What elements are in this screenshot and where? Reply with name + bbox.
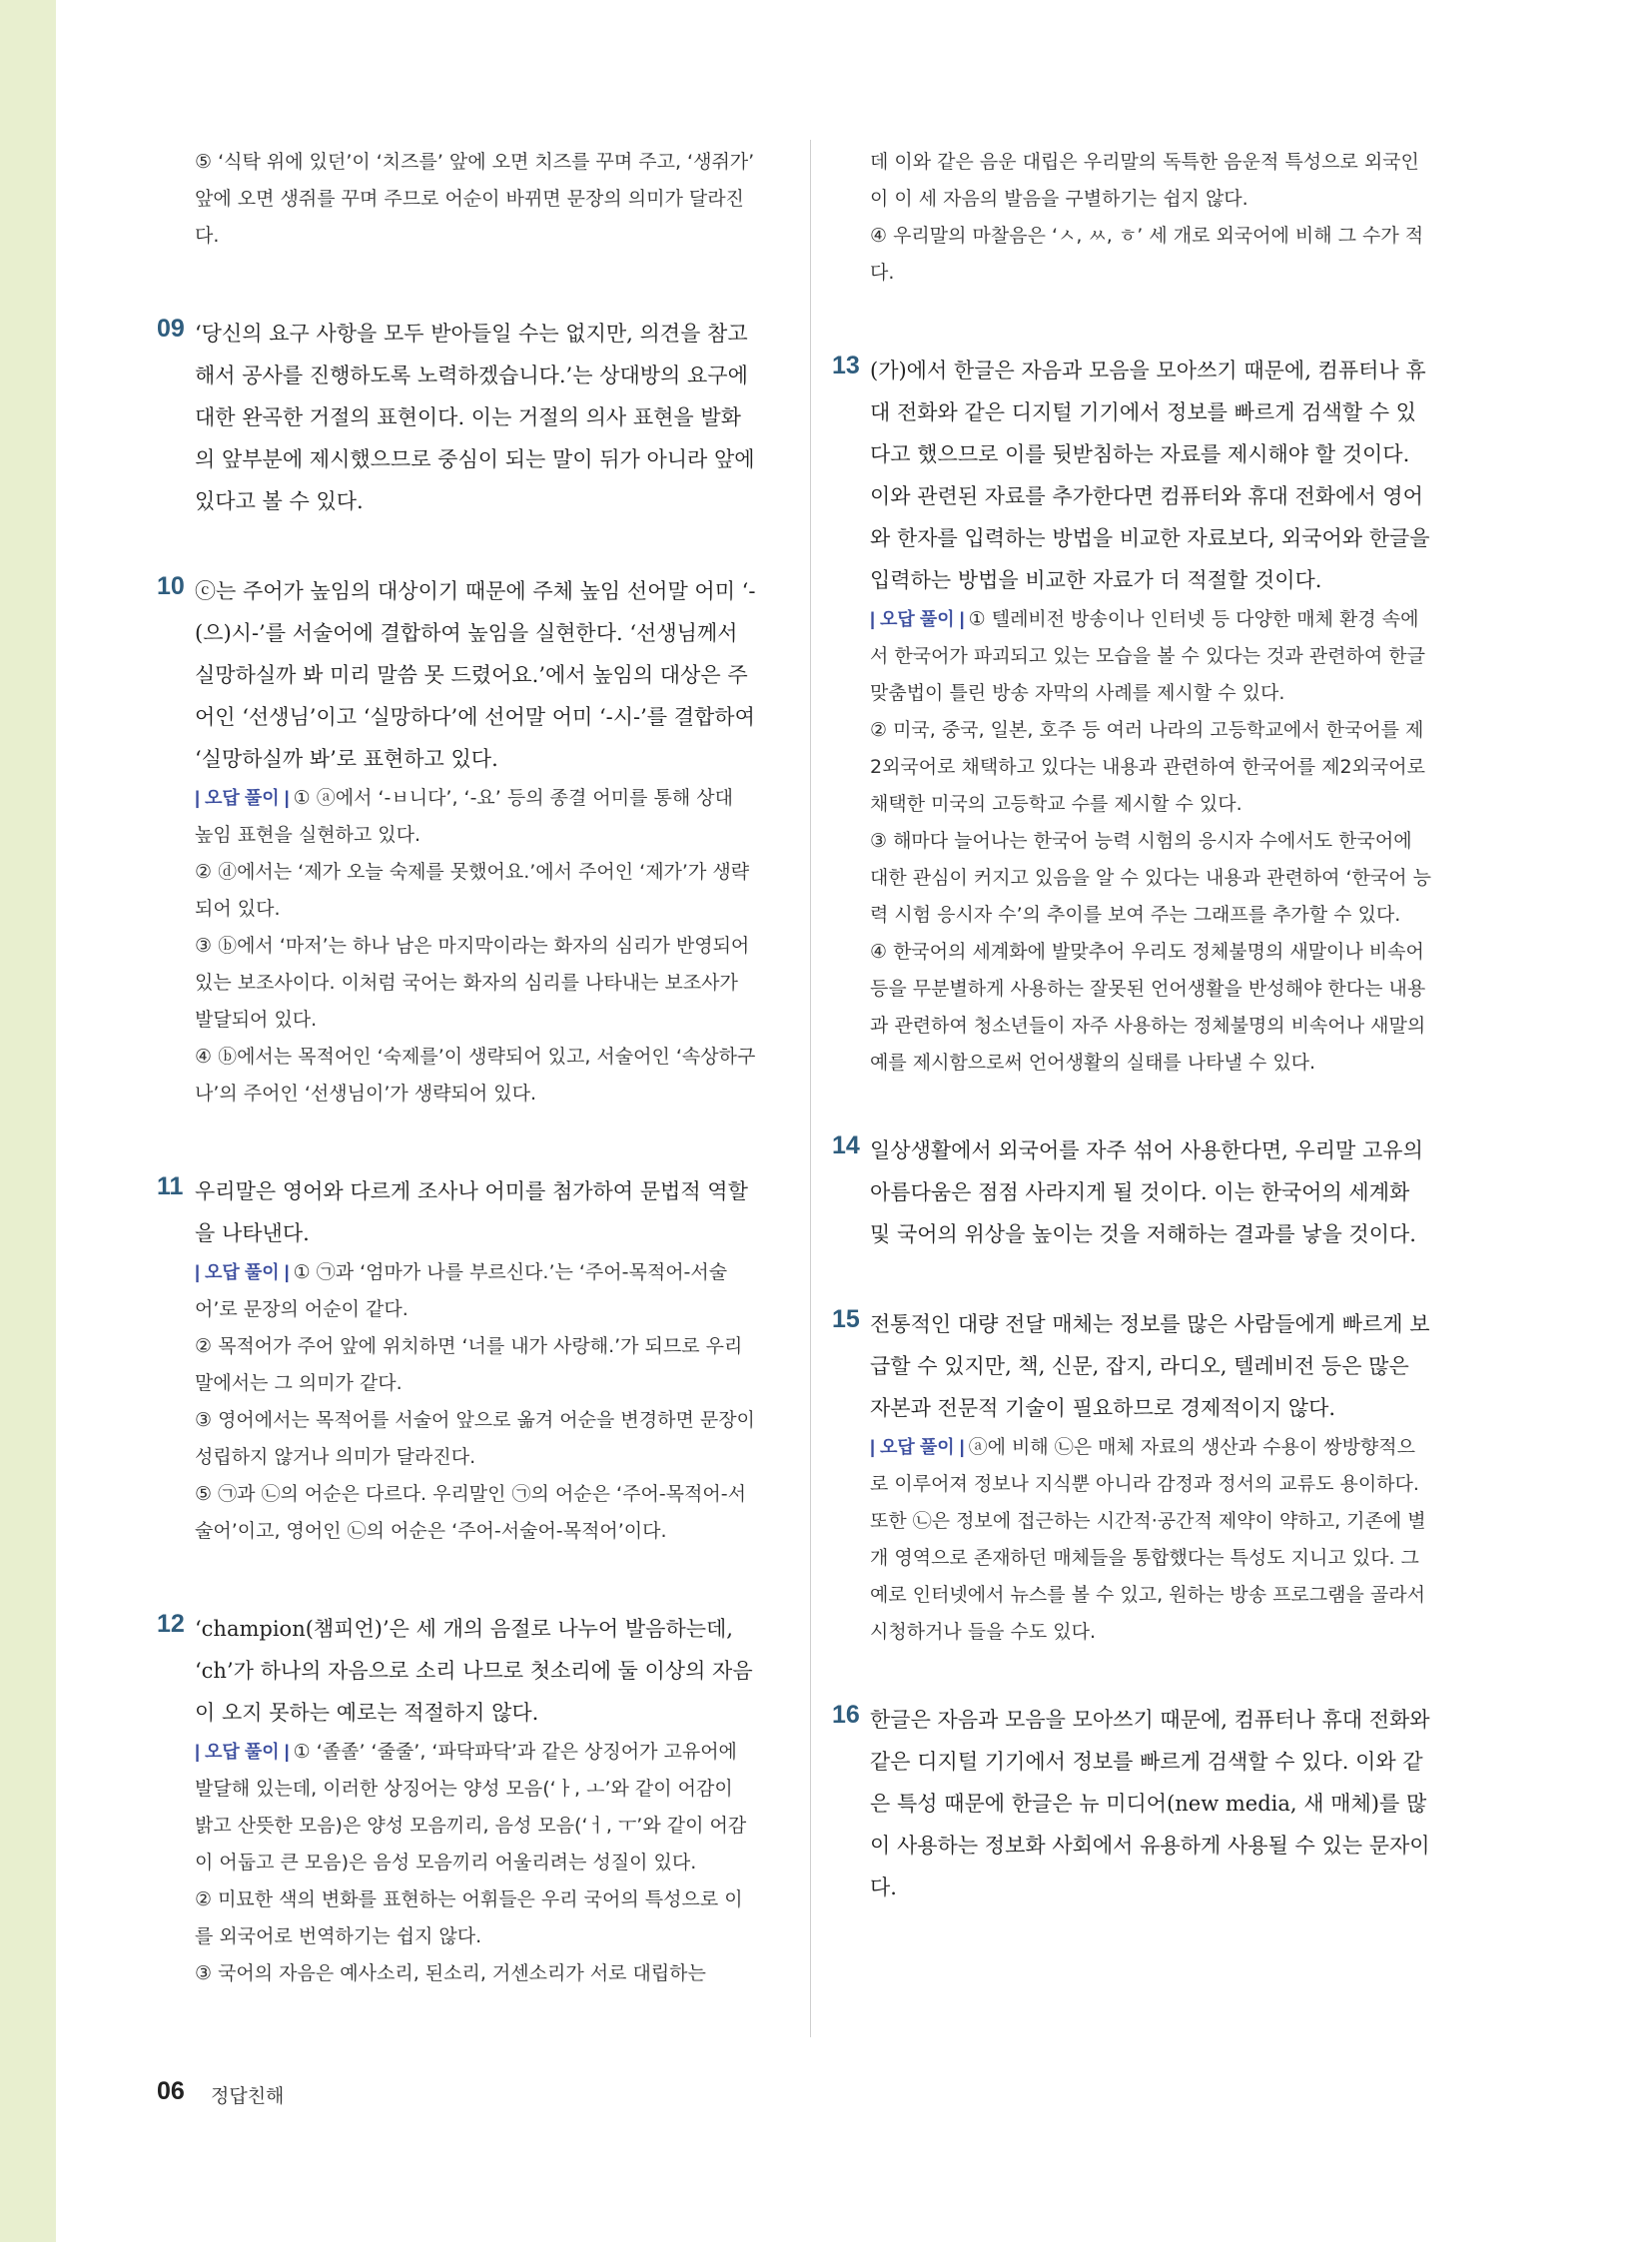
question-number: 11 xyxy=(157,1172,184,1200)
question-number: 13 xyxy=(832,352,860,379)
explanation-line: ① ⓐ에서 ‘-ㅂ니다’, ‘-요’ 등의 종결 어미를 통해 상대 높임 표현을 실현하고 있다. xyxy=(195,787,733,846)
side-color-band xyxy=(0,0,56,2242)
column-divider xyxy=(810,140,811,2037)
answer-09 xyxy=(157,313,756,522)
continued-explanation: ⑤ ‘식탁 위에 있던’이 ‘치즈를’ 앞에 오면 치즈를 꾸며 주고, ‘생쥐가’ 앞에 오면 생쥐를 꾸며 주므로 어순이 바뀌면 문장의 의미가 달라진다. xyxy=(195,151,755,247)
answer-text: 전통적인 대량 전달 매체는 정보를 많은 사람들에게 빠르게 보급할 수 있지만, 책, 신문, 잡지, 라디오, 텔레비전 등은 많은 자본과 전문적 기술이 필요하므로 경제적이지 않다. xyxy=(870,1312,1430,1420)
answer-11 xyxy=(157,1170,756,1550)
answer-text: ‘champion(챔피언)’은 세 개의 음절로 나누어 발음하는데, ‘ch’가 하나의 자음으로 소리 나므로 첫소리에 둘 이상의 자음이 오지 못하는 예로는 적절하지 않다. xyxy=(195,1617,753,1725)
explanation-line: ① ‘졸졸’ ‘줄줄’, ‘파닥파닥’과 같은 상징어가 고유어에 발달해 있는데, 이러한 상징어는 양성 모음(‘ㅏ, ㅗ’와 같이 어감이 밝고 산뜻한 모음)은 양성 모음끼리, 음성 모음(‘ㅓ, ㅜ’와 같이 어감이 어둡고 큰 모음)은 음성 모음끼리 어울리려는 성질이 있다. xyxy=(195,1741,747,1873)
page-number: 06 xyxy=(157,2077,185,2105)
wrong-answer-explanation xyxy=(870,601,1431,712)
right-column xyxy=(832,144,1431,1908)
answer-text: 한글은 자음과 모음을 모아쓰기 때문에, 컴퓨터나 휴대 전화와 같은 디지털 기기에서 정보를 빠르게 검색할 수 있다. 이와 같은 특성 때문에 한글은 뉴 미디어(new media, 새 매체)를 많이 사용하는 정보화 사회에서 유용하게 사용될 수 있는 문자이다. xyxy=(870,1708,1430,1899)
explanation-line: ① ㉠과 ‘엄마가 나를 부르신다.’는 ‘주어-목적어-서술어’로 문장의 어순이 같다. xyxy=(195,1261,728,1320)
answer-text: (가)에서 한글은 자음과 모음을 모아쓰기 때문에, 컴퓨터나 휴대 전화와 같은 디지털 기기에서 정보를 빠르게 검색할 수 있다고 했으므로 이를 뒷받침하는 자료를 제시해야 할 것이다. 이와 관련된 자료를 추가한다면 컴퓨터와 휴대 전화에서 영어와 한자를 입력하는 방법을 비교한 자료보다, 외국어와 한글을 입력하는 방법을 비교한 자료가 더 적절할 것이다. xyxy=(870,359,1430,592)
wrong-answer-explanation xyxy=(195,1734,756,1881)
explanation-line: ③ 국어의 자음은 예사소리, 된소리, 거센소리가 서로 대립하는 xyxy=(195,1962,706,1984)
explanation-line: ② 목적어가 주어 앞에 위치하면 ‘너를 내가 사랑해.’가 되므로 우리말에서는 그 의미가 같다. xyxy=(195,1335,743,1394)
continued-explanation: ④ 우리말의 마찰음은 ‘ㅅ, ㅆ, ㅎ’ 세 개로 외국어에 비해 그 수가 적다. xyxy=(870,225,1424,284)
question-number: 12 xyxy=(157,1610,185,1638)
explanation-line: ⓐ에 비해 ㉡은 매체 자료의 생산과 수용이 쌍방향적으로 이루어져 정보나 지식뿐 아니라 감정과 정서의 교류도 용이하다. 또한 ㉡은 정보에 접근하는 시간적·공간적 제약이 약하고, 기존에 별개 영역으로 존재하던 매체들을 통합했다는 특성도 지니고 있다. 그 예로 인터넷에서 뉴스를 볼 수 있고, 원하는 방송 프로그램을 골라서 시청하거나 들을 수도 있다. xyxy=(870,1436,1426,1643)
wrong-answer-heading: | 오답 풀이 | xyxy=(195,1262,290,1282)
wrong-answer-heading: | 오답 풀이 | xyxy=(870,609,965,629)
answer-text: ⓒ는 주어가 높임의 대상이기 때문에 주체 높임 선어말 어미 ‘-(으)시-’를 서술어에 결합하여 높임을 실현한다. ‘선생님께서 실망하실까 봐 미리 말씀 못 드렸어요.’에서 높임의 대상은 주어인 ‘선생님’이고 ‘실망하다’에 선어말 어미 ‘-시-’를 결합하여 ‘실망하실까 봐’로 표현하고 있다. xyxy=(195,579,756,771)
answer-10 xyxy=(157,570,756,1113)
explanation-line: ④ ⓑ에서는 목적어인 ‘숙제를’이 생략되어 있고, 서술어인 ‘속상하구나’의 주어인 ‘선생님이’가 생략되어 있다. xyxy=(195,1046,756,1105)
answer-text: 우리말은 영어와 다르게 조사나 어미를 첨가하여 문법적 역할을 나타낸다. xyxy=(195,1179,748,1245)
explanation-line: ② 미국, 중국, 일본, 호주 등 여러 나라의 고등학교에서 한국어를 제2외국어로 채택하고 있다는 내용과 관련하여 한국어를 제2외국어로 채택한 미국의 고등학교 수를 제시할 수 있다. xyxy=(870,719,1425,815)
answer-text: 일상생활에서 외국어를 자주 섞어 사용한다면, 우리말 고유의 아름다움은 점점 사라지게 될 것이다. 이는 한국어의 세계화 및 국어의 위상을 높이는 것을 저해하는 결과를 낳을 것이다. xyxy=(870,1138,1423,1246)
answer-15 xyxy=(832,1303,1431,1651)
explanation-line: ② 미묘한 색의 변화를 표현하는 어휘들은 우리 국어의 특성으로 이를 외국어로 번역하기는 쉽지 않다. xyxy=(195,1888,743,1947)
wrong-answer-heading: | 오답 풀이 | xyxy=(195,1742,290,1762)
wrong-answer-heading: | 오답 풀이 | xyxy=(195,788,290,808)
wrong-answer-explanation xyxy=(870,1429,1431,1651)
explanation-line: ④ 한국어의 세계화에 발맞추어 우리도 정체불명의 새말이나 비속어 등을 무분별하게 사용하는 잘못된 언어생활을 반성해야 한다는 내용과 관련하여 청소년들이 자주 사용하는 정체불명의 비속어나 새말의 예를 제시함으로써 언어생활의 실태를 나타낼 수 있다. xyxy=(870,941,1426,1074)
answer-14 xyxy=(832,1129,1431,1255)
wrong-answer-explanation xyxy=(195,780,756,854)
wrong-answer-heading: | 오답 풀이 | xyxy=(870,1437,965,1457)
question-number: 10 xyxy=(157,572,185,600)
continued-explanation: 데 이와 같은 음운 대립은 우리말의 독특한 음운적 특성으로 외국인이 이 세 자음의 발음을 구별하기는 쉽지 않다. xyxy=(870,151,1419,210)
explanation-line: ③ 영어에서는 목적어를 서술어 앞으로 옮겨 어순을 변경하면 문장이 성립하지 않거나 의미가 달라진다. xyxy=(195,1409,755,1468)
question-number: 16 xyxy=(832,1701,860,1729)
question-number: 15 xyxy=(832,1305,860,1333)
explanation-line: ③ 해마다 늘어나는 한국어 능력 시험의 응시자 수에서도 한국어에 대한 관심이 커지고 있음을 알 수 있다는 내용과 관련하여 ‘한국어 능력 시험 응시자 수’의 추이를 보여 주는 그래프를 추가할 수 있다. xyxy=(870,830,1431,926)
wrong-answer-explanation xyxy=(195,1254,756,1328)
question-number: 09 xyxy=(157,315,185,343)
answer-13 xyxy=(832,350,1431,1082)
answer-16 xyxy=(832,1699,1431,1908)
explanation-line: ② ⓓ에서는 ‘제가 오늘 숙제를 못했어요.’에서 주어인 ‘제가’가 생략되어 있다. xyxy=(195,861,750,920)
answer-12 xyxy=(157,1608,756,1992)
book-title-label: 정답친해 xyxy=(211,2085,285,2107)
explanation-line: ① 텔레비전 방송이나 인터넷 등 다양한 매체 환경 속에서 한국어가 파괴되고 있는 모습을 볼 수 있다는 것과 관련하여 한글 맞춤법이 틀린 방송 자막의 사례를 제시할 수 있다. xyxy=(870,608,1425,704)
explanation-line: ③ ⓑ에서 ‘마저’는 하나 남은 마지막이라는 화자의 심리가 반영되어 있는 보조사이다. 이처럼 국어는 화자의 심리를 나타내는 보조사가 발달되어 있다. xyxy=(195,935,750,1031)
left-column xyxy=(157,144,756,1992)
question-number: 14 xyxy=(832,1131,860,1159)
answer-text: ‘당신의 요구 사항을 모두 받아들일 수는 없지만, 의견을 참고해서 공사를 진행하도록 노력하겠습니다.’는 상대방의 요구에 대한 완곡한 거절의 표현이다. 이는 거절의 의사 표현을 발화의 앞부분에 제시했으므로 중심이 되는 말이 뒤가 아니라 앞에 있다고 볼 수 있다. xyxy=(195,322,755,513)
explanation-line: ⑤ ㉠과 ㉡의 어순은 다르다. 우리말인 ㉠의 어순은 ‘주어-목적어-서술어’이고, 영어인 ㉡의 어순은 ‘주어-서술어-목적어’이다. xyxy=(195,1483,746,1542)
page-footer xyxy=(157,2077,285,2107)
